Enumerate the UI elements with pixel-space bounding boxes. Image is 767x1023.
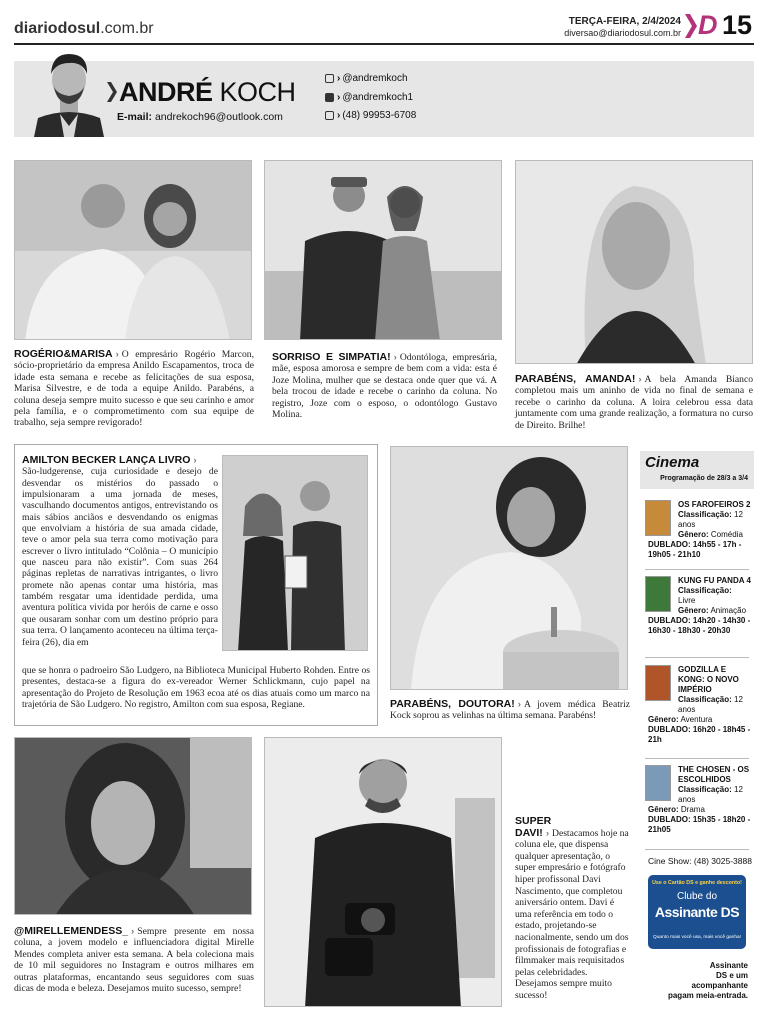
header-date: TERÇA-FEIRA, 2/4/2024 bbox=[568, 16, 681, 27]
caption-head-mirelle: @MIRELLEMENDESS_ bbox=[14, 925, 129, 937]
caption-text-amilton-2: que se honra o padroeiro São Ludgero, na Biblioteca Municipal Huberto Rohden. Entre os presentes, destaca-se a figura do ex-vereador Werner Schlickmann, cujo papel na apresentação do Projeto de Resolução em 1963 ecoa até os dias atuais como um marco na trajetória de São Ludgero. No registro, Amilton com sua esposa, Regiane. bbox=[22, 665, 370, 711]
phone-contact[interactable]: › (48) 99953-6708 bbox=[325, 110, 416, 121]
caption-amanda bbox=[515, 374, 753, 431]
email-label: E-mail: bbox=[117, 111, 153, 123]
instagram-contact[interactable]: › @andremkoch bbox=[325, 73, 408, 84]
movie-godzilla-kong[interactable]: GODZILLA E KONG: O NOVO IMPÉRIO Classificação: 12 anos Gênero: Aventura DUBLADO: 16h20 - 18h45 - 21h bbox=[648, 665, 751, 744]
chevron-right-icon: › bbox=[638, 374, 642, 385]
caption-head-rogerio: ROGÉRIO&MARISA bbox=[14, 348, 113, 360]
movie-title: KUNG FU PANDA 4 bbox=[678, 576, 751, 585]
caption-head-amanda: PARABÉNS, AMANDA! bbox=[515, 373, 636, 385]
columnist-chevron-icon bbox=[107, 82, 117, 102]
divider bbox=[645, 657, 749, 658]
movie-times: 14h55 - 17h - 19h05 - 21h10 bbox=[648, 540, 742, 559]
caption-head-doutora: PARABÉNS, DOUTORA! bbox=[390, 698, 515, 710]
caption-amilton-wide bbox=[22, 665, 370, 710]
photo-rogerio-marisa bbox=[14, 160, 252, 340]
header-email[interactable]: diversao@diariodosul.com.br bbox=[564, 28, 681, 38]
movie-times: 14h20 - 14h30 - 16h30 - 18h30 - 20h30 bbox=[648, 616, 751, 635]
cine-show-phone[interactable]: Cine Show: (48) 3025-3888 bbox=[648, 856, 752, 866]
caption-head-sorriso: SORRISO E SIMPATIA! bbox=[272, 351, 391, 363]
section-letter: D bbox=[698, 10, 718, 40]
photo-amanda bbox=[515, 160, 753, 364]
caption-doutora bbox=[390, 699, 630, 722]
ad-title-1: Clube do bbox=[676, 891, 718, 902]
ad-title-2: Assinante DS bbox=[654, 904, 740, 920]
instagram-icon bbox=[325, 74, 334, 83]
movie-the-chosen[interactable]: THE CHOSEN - OS ESCOLHIDOS Classificação: 12 anos Gênero: Drama DUBLADO: 15h35 - 18h20 - 21h05 bbox=[648, 765, 751, 834]
phone-number: (48) 99953-6708 bbox=[342, 110, 417, 121]
columnist-email[interactable] bbox=[117, 111, 283, 123]
chevron-right-icon: › bbox=[115, 349, 119, 360]
caption-head-davi: SUPER DAVI! bbox=[515, 815, 552, 839]
photo-mirelle bbox=[14, 737, 252, 915]
divider bbox=[645, 569, 749, 570]
caption-text-amanda: A bela Amanda Bianco completou mais um aninho de vida no final de semana e recebe o carinho da coluna. A loira celebrou essa data juntamente com uma grande realização, a formatura no curso de Direito. Brilhe! bbox=[515, 374, 754, 431]
caption-text-amilton-1: São-ludgerense, cuja curiosidade e desejo de desvendar os mistérios do passado o impulsionaram a uma jornada de meses, vasculhando documentos antigos, entrevistando os mais sábios anciãos e desvendando os enigmas que envolviam a história de sua amada cidade, teve o amor pela sua terra como motivação para escrever o livro intitulado “Colônia – O município que nasceu para não existir”. Com suas 264 páginas repletas de narrativas intrigantes, o livro promete não apenas contar uma história, mas também resgatar uma identidade perdida, uma aventura política vivida por heróis de carne e osso que ousaram sonhar com um destino próprio para sua terra. O lançamento aconteceu na última terça-feira (26), dia em bbox=[22, 466, 218, 648]
caption-text-sorriso: Odontóloga, empresária, mãe, esposa amorosa e sempre de bem com a vida: esta é Joze Molina, mulher que se destaca onde quer que vá. A bela trocou de idade e recebe o carinho da coluna. No registro, Joze com o esposo, o odontólogo Gustavo Molina. bbox=[272, 352, 498, 421]
twitter-handle: @andremkoch1 bbox=[342, 92, 414, 103]
chevron-right-icon bbox=[685, 14, 697, 38]
movie-times: 16h20 - 18h45 - 21h bbox=[648, 725, 751, 744]
movie-title: THE CHOSEN - OS ESCOLHIDOS bbox=[678, 765, 750, 784]
caption-rogerio-marisa bbox=[14, 349, 254, 429]
divider bbox=[645, 849, 749, 850]
clube-assinante-ad[interactable] bbox=[648, 875, 746, 949]
site-name-bold: diariodosul bbox=[14, 20, 101, 37]
movie-title: OS FAROFEIROS 2 bbox=[678, 500, 751, 509]
columnist-last-name: KOCH bbox=[219, 77, 296, 107]
photo-joze-gustavo bbox=[264, 160, 502, 340]
whatsapp-icon bbox=[325, 111, 334, 120]
chevron-right-icon: › bbox=[393, 352, 397, 363]
photo-amilton-regiane bbox=[222, 455, 368, 651]
caption-text-doutora: A jovem médica Beatriz Kock soprou as velinhas na última semana. Parabéns! bbox=[390, 699, 630, 722]
header-rule bbox=[14, 43, 754, 45]
chevron-right-icon: › bbox=[545, 827, 550, 839]
twitter-contact[interactable]: › @andremkoch1 bbox=[325, 92, 413, 103]
photo-davi bbox=[264, 737, 502, 1007]
email-address: andrekoch96@outlook.com bbox=[154, 111, 283, 123]
columnist-first-name: ANDRÉ bbox=[119, 77, 213, 107]
cinema-title: Cinema bbox=[645, 454, 700, 471]
columnist-photo bbox=[30, 48, 108, 137]
instagram-handle: @andremkoch bbox=[342, 73, 408, 84]
caption-head-amilton: AMILTON BECKER LANÇA LIVRO bbox=[22, 454, 191, 466]
site-name-domain: .com.br bbox=[100, 20, 154, 37]
chevron-right-icon: › bbox=[517, 699, 521, 710]
ad-bottom-text: Quanto mais você usa, mais você ganha! bbox=[653, 935, 741, 940]
page-number: 15 bbox=[722, 10, 753, 40]
chevron-right-icon: › bbox=[131, 926, 135, 937]
cinema-sidebar bbox=[640, 451, 754, 1011]
caption-amilton-narrow bbox=[22, 455, 218, 648]
movie-title: GODZILLA E KONG: O NOVO IMPÉRIO bbox=[678, 665, 739, 694]
caption-text-davi: Destacamos hoje na coluna ele, que dispensa qualquer apresentação, o super empresário e fotógrafo hiper profissonal Davi Nascimento, que completou aniversário ontem. Davi é uma referência em todo o estado, projetando-se nacionalmente, sendo um dos profissionais de fotografias e filmmaker mais requisitados pelas celebridades. Desejamos sempre muito sucesso! bbox=[515, 827, 629, 1001]
twitter-icon bbox=[325, 93, 334, 102]
movie-farofeiros[interactable]: OS FAROFEIROS 2 Classificação: 12 anos Gênero: Comédia DUBLADO: 14h55 - 17h - 19h05 - 21h10 bbox=[648, 500, 751, 559]
cinema-subtitle: Programação de 28/3 a 3/4 bbox=[660, 475, 748, 482]
caption-text-mirelle: Sempre presente em nossa coluna, a jovem modelo e influenciadora digital Mirelle Mendes completa aniver esta semana. A bela coleciona mais de 10 mil seguidores no Instagram e outros milhares em outras plataformas, encantando seus seguidores com suas dicas de moda e beleza. Desejamos muito sucesso, sempre! bbox=[14, 926, 254, 995]
caption-davi bbox=[515, 816, 629, 1002]
movie-kung-fu-panda[interactable]: KUNG FU PANDA 4 Classificação: Livre Gênero: Animação DUBLADO: 14h20 - 14h30 - 16h30 - 18h30 - 20h30 bbox=[648, 576, 751, 635]
columnist-name bbox=[119, 77, 296, 108]
caption-text-rogerio: O empresário Rogério Marcon, sócio-proprietário da empresa Anildo Escapamentos, troca de idade esta semana e recebe as felicitações de sua esposa, Marisa Silvestre, e de toda a equipe Anildo. Parabéns, a coluna deseja sempre muito sucesso e que seu carinho e amor pela família, e o comprometimento com sua equipe de trabalho, seja sempre revigorado! bbox=[14, 349, 254, 429]
divider bbox=[645, 758, 749, 759]
caption-sorriso bbox=[272, 352, 497, 420]
site-name[interactable] bbox=[14, 20, 154, 38]
photo-beatriz bbox=[390, 446, 628, 690]
cinema-footer: Assinante DS e um acompanhante pagam meia-entrada. bbox=[667, 961, 748, 1000]
movie-times: 15h35 - 18h20 - 21h05 bbox=[648, 815, 751, 834]
caption-mirelle bbox=[14, 926, 254, 994]
ad-top-text: Use o Cartão DS e ganhe desconto! bbox=[652, 880, 742, 886]
chevron-right-icon: › bbox=[193, 455, 197, 466]
